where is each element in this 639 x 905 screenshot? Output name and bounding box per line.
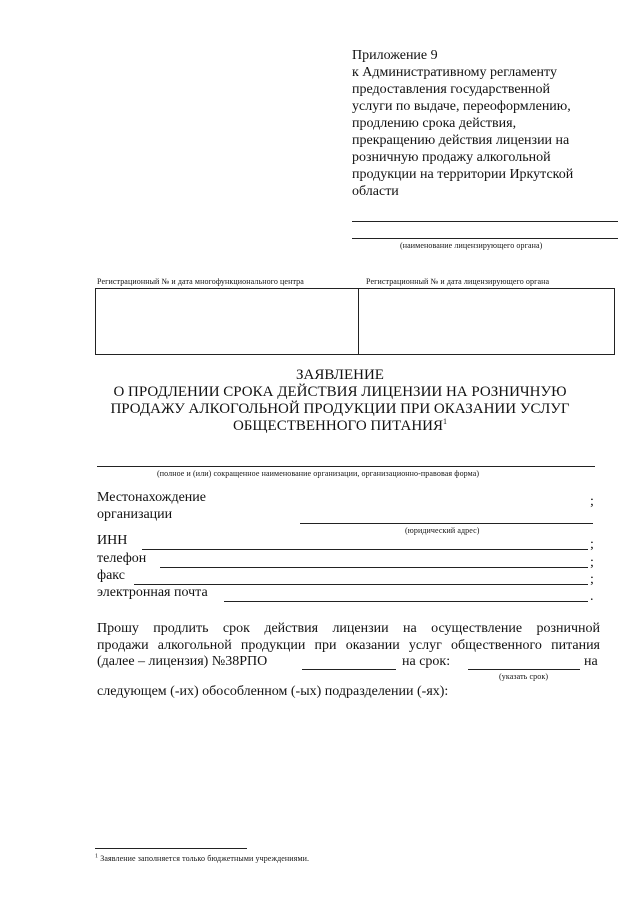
annex-header [352,47,622,200]
annex-line: Приложение 9 [352,48,438,63]
mfc-registration-label: Регистрационный № и дата многофункционального центра [97,277,304,286]
term-caption: (указать срок) [499,672,549,681]
email-period: . [590,589,594,604]
request-term-label: на срок: [402,654,451,669]
inn-input-line[interactable] [142,549,588,550]
email-input-line[interactable] [224,601,588,602]
phone-input-line[interactable] [160,567,588,568]
annex-line: услуги по выдаче, переоформлению, [352,99,571,114]
annex-line: продлению срока действия, [352,116,517,131]
org-name-caption: (полное и (или) сокращенное наименование организации, организационно-правовая форма) [157,469,480,478]
title-line [60,418,620,435]
request-line-1 [97,620,600,637]
location-input-line[interactable] [300,523,593,524]
annex-line: прекращению действия лицензии на [352,133,570,148]
footnote-reference: 1 [443,417,448,426]
title-line: ПРОДАЖУ АЛКОГОЛЬНОЙ ПРОДУКЦИИ ПРИ ОКАЗАНИИ УСЛУГ [110,401,570,417]
phone-semicolon: ; [590,555,594,570]
annex-line: продукции на территории Иркутской [352,167,574,182]
fax-label: факс [97,568,125,583]
request-line-4: следующем (-их) обособленном (-ых) подразделении (-ях): [97,684,449,699]
request-text: продажи алкогольной продукции при оказании услуг общественного питания [97,638,600,653]
document-title [60,367,620,435]
organ-registration-label: Регистрационный № и дата лицензирующего органа [366,277,550,286]
location-semicolon: ; [590,494,594,509]
org-name-line[interactable] [97,466,595,467]
annex-line: области [352,184,399,199]
location-label-2: организации [97,507,173,522]
email-label: электронная почта [97,585,208,600]
fax-semicolon: ; [590,572,594,587]
request-line-2 [97,637,600,654]
request-on-word: на [584,654,598,669]
phone-label: телефон [97,551,147,566]
title-line: ЗАЯВЛЕНИЕ [296,367,384,383]
request-text: Прошу продлить срок действия лицензии на осуществление розничной [97,621,600,636]
footnote [95,854,309,863]
annex-line: розничную продажу алкогольной [352,150,551,165]
organ-name-line-1[interactable] [352,221,618,222]
term-input-line[interactable] [468,669,580,670]
mfc-registration-box[interactable] [95,288,359,355]
organ-registration-box[interactable] [358,288,615,355]
location-caption: (юридический адрес) [405,526,480,535]
inn-label: ИНН [97,533,128,548]
organ-name-caption: (наименование лицензирующего органа) [400,241,543,250]
location-label-1: Местонахождение [97,490,207,505]
annex-line: предоставления государственной [352,82,551,97]
footnote-mark: 1 [95,853,99,860]
title-line: О ПРОДЛЕНИИ СРОКА ДЕЙСТВИЯ ЛИЦЕНЗИИ НА РОЗНИЧНУЮ [113,384,567,400]
organ-name-line-2[interactable] [352,238,618,239]
footnote-separator [95,848,247,849]
license-number-input-line[interactable] [302,669,396,670]
title-line-text: ОБЩЕСТВЕННОГО ПИТАНИЯ [232,418,444,434]
footnote-text: Заявление заполняется только бюджетными учреждениями. [100,854,310,863]
request-license-prefix: (далее – лицензия) №38РПО [97,654,268,669]
annex-line: к Административному регламенту [352,65,557,80]
inn-semicolon: ; [590,537,594,552]
